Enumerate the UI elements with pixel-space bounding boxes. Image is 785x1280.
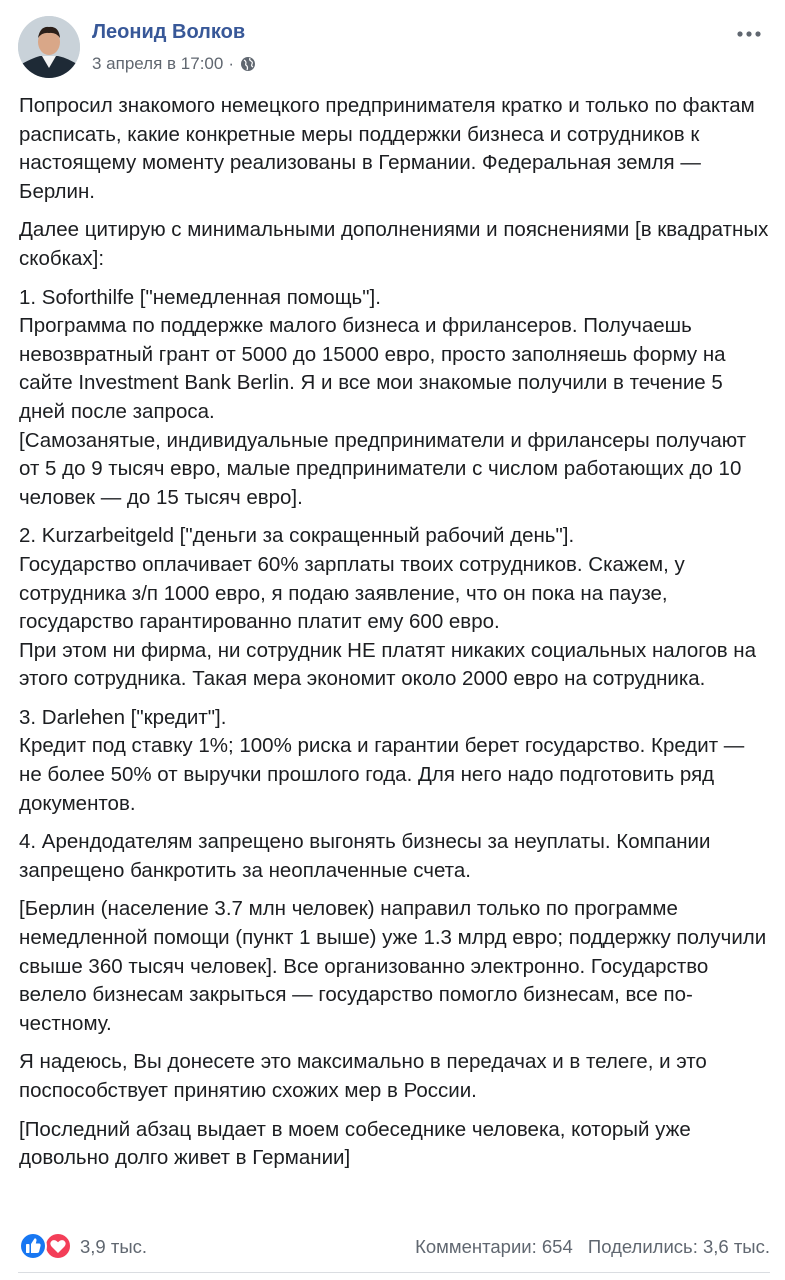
- post-paragraph: 3. Darlehen ["кредит"]. Кредит под ставку 1%; 100% риска и гарантии берет государство. Кредит — не более 50% от выручки прошлого года. Для него надо подготовить ряд документов.: [19, 705, 745, 815]
- reactions-icons[interactable]: [18, 1231, 74, 1261]
- globe-icon[interactable]: [240, 56, 256, 72]
- post-timestamp[interactable]: 3 апреля в 17:00: [92, 54, 224, 73]
- post-body: [19, 92, 771, 1183]
- love-reaction-icon: [45, 1233, 71, 1259]
- post-paragraph: [Последний абзац выдает в моем собеседнике человека, который уже довольно долго живет в Германии]: [19, 1117, 691, 1170]
- author-avatar[interactable]: [18, 16, 80, 78]
- post-paragraph: 1. Soforthilfe ["немедленная помощь"]. Программа по поддержке малого бизнеса и фрилансеров. Получаешь невозвратный грант от 5000 до 15000 евро, просто заполняешь форму на сайте Investment Bank Berlin. Я и все мои знакомые получили в течение 5 дней после запроса. [Самозанятые, индивидуальные предприниматели и фрилансеры получают от 5 до 9 тысяч евро, малые предприниматели с числом работающих до 10 человек — до 15 тысяч евро].: [19, 285, 747, 509]
- meta-separator: ·: [228, 54, 234, 73]
- post-meta: [92, 54, 256, 74]
- post-footer: [18, 1230, 770, 1262]
- shares-count[interactable]: Поделились: 3,6 тыс.: [587, 1236, 770, 1257]
- reactions-count[interactable]: 3,9 тыс.: [80, 1236, 148, 1257]
- author-name[interactable]: Леонид Волков: [92, 21, 246, 43]
- post-paragraph: 4. Арендодателям запрещено выгонять бизнесы за неуплаты. Компании запрещено банкротить за неоплаченные счета.: [19, 830, 711, 882]
- post-header: [18, 16, 768, 80]
- comments-count[interactable]: Комментарии: 654: [415, 1236, 573, 1257]
- footer-divider: [18, 1272, 770, 1273]
- like-reaction-icon: [20, 1233, 46, 1259]
- post-paragraph: Далее цитирую с минимальными дополнениями и пояснениями [в квадратных скобках]:: [19, 218, 769, 270]
- post-paragraph: 2. Kurzarbeitgeld ["деньги за сокращенный рабочий день"]. Государство оплачивает 60% зарплаты твоих сотрудников. Скажем, у сотрудника з/п 1000 евро, я подаю заявление, что он пока на паузе, государство гарантированно платит ему 600 евро. При этом ни фирма, ни сотрудник НЕ платят никаких социальных налогов на этого сотрудника. Такая мера экономит около 2000 евро на сотрудника.: [19, 524, 757, 691]
- more-options-icon[interactable]: [734, 24, 764, 44]
- engagement-stats: [405, 1236, 770, 1258]
- post-paragraph: Я надеюсь, Вы донесете это максимально в передачах и в телеге, и это поспособствует принятию схожих мер в России.: [19, 1050, 707, 1102]
- post-paragraph: [Берлин (население 3.7 млн человек) направил только по программе немедленной помощи (пункт 1 выше) уже 1.3 млрд евро; поддержку получили свыше 360 тысяч человек]. Все организованно электронно. Государство велело бизнесам закрыться — государство помогло бизнесам, все по-честному.: [19, 897, 767, 1035]
- post-paragraph: Попросил знакомого немецкого предпринимателя кратко и только по фактам расписать, какие конкретные меры поддержки бизнеса и сотрудников к настоящему моменту реализованы в Германии. Федеральная земля — Берлин.: [19, 94, 755, 203]
